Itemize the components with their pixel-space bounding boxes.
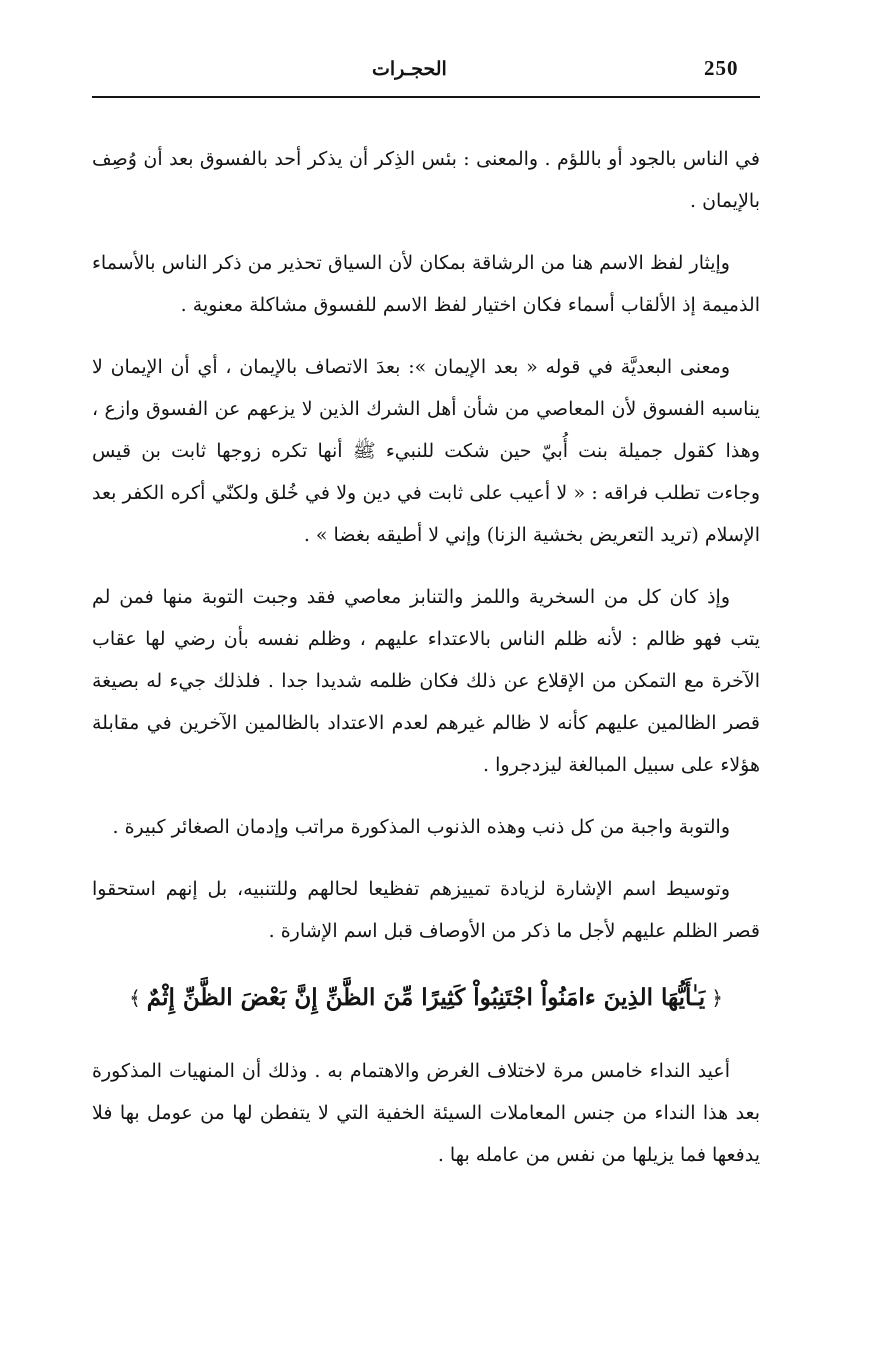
paragraph-3: ومعنى البعديَّة في قوله « بعد الإيمان »: بعدَ الاتصاف بالإيمان ، أي أن الإيمان لا يناسبه الفسوق لأن المعاصي من شأن أهل الشرك الذين لا يزعهم عن الفسوق وازع ، وهذا كقول جميلة بنت أُبيّ حين شكت للنبيء ﷺ أنها تكره زوجها ثابت بن قيس وجاءت تطلب فراقه : « لا أعيب على ثابت في دين ولا في خُلق ولكنّي أكره الكفر بعد الإسلام (تريد التعريض بخشية الزنا) وإني لا أطيقه بغضا » . (92, 356, 760, 546)
paragraph-6: وتوسيط اسم الإشارة لزيادة تمييزهم تفظيعا لحالهم وللتنبيه، بل إنهم استحقوا قصر الظلم عليهم لأجل ما ذكر من الأوصاف قبل اسم الإشارة . (92, 878, 760, 942)
paragraph-after-verse: أعيد النداء خامس مرة لاختلاف الغرض والاهتمام به . وذلك أن المنهيات المذكورة بعد هذا النداء من جنس المعاملات السيئة الخفية التي لا يتفطن لها من عومل بها فلا يدفعها فما يزيلها من نفس من عامله بها . (92, 1060, 760, 1166)
paragraph-4: وإذ كان كل من السخرية واللمز والتنابز معاصي فقد وجبت التوبة منها فمن لم يتب فهو ظالم : لأنه ظلم الناس بالاعتداء عليهم ، وظلم نفسه بأن رضي لها عقاب الآخرة مع التمكن من الإقلاع عن ذلك فكان ظلمه شديدا جدا . فلذلك جيء له بصيغة قصر الظالمين عليهم كأنه لا ظالم غيرهم لعدم الاعتداد بالظالمين الآخرين في مقابلة هؤلاء على سبيل المبالغة ليزدجروا . (92, 586, 760, 776)
paragraph-1: في الناس بالجود أو باللؤم . والمعنى : بئس الذِكر أن يذكر أحد بالفسوق بعد أن وُصِف بالإيمان . (92, 148, 760, 212)
page-body (92, 138, 760, 1196)
quran-verse (92, 976, 760, 1020)
paragraph-5: والتوبة واجبة من كل ذنب وهذه الذنوب المذكورة مراتب وإدمان الصغائر كبيرة . (112, 816, 730, 838)
verse-close-bracket: ﴾ (129, 986, 141, 1010)
page-number: 250 (704, 56, 739, 80)
verse-open-bracket: ﴿ (711, 986, 723, 1010)
paragraph-2: وإيثار لفظ الاسم هنا من الرشاقة بمكان لأن السياق تحذير من ذكر الناس بالأسماء الذميمة إذ الألقاب أسماء فكان اختيار لفظ الاسم للفسوق مشاكلة معنوية . (92, 252, 760, 316)
page-header (92, 52, 760, 92)
verse-text: يَـٰأَيُّهَا الذِينَ ءامَنُواْ اجْتَنِبُواْ كَثِيرًا مِّنَ الظَّنِّ إِنَّ بَعْضَ الظَّنِّ إِثْمٌ (146, 984, 706, 1011)
running-title: الحجـرات (372, 58, 447, 80)
header-rule (92, 96, 760, 98)
